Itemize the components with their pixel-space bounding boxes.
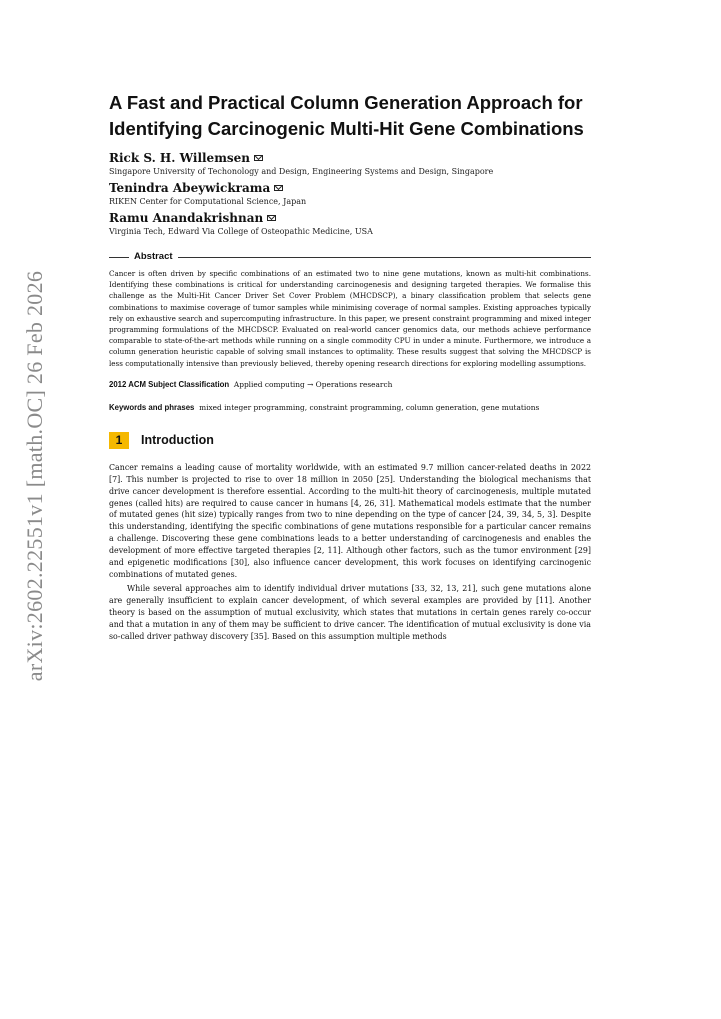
author-name-text: Ramu Anandakrishnan	[109, 211, 264, 225]
keywords-value: mixed integer programming, constraint programming, column generation, gene mutations	[199, 403, 540, 413]
author-affiliation: Virginia Tech, Edward Via College of Osteopathic Medicine, USA	[109, 227, 373, 236]
paper-title: A Fast and Practical Column Generation Approach for Identifying Carcinogenic Multi-Hit Gene Combinations	[109, 92, 584, 139]
author-block	[109, 151, 591, 177]
author-affiliation: Singapore University of Techonology and Design, Engineering Systems and Design, Singapore	[109, 167, 494, 176]
paper-page	[109, 90, 591, 642]
author-name	[109, 181, 591, 196]
keywords	[109, 402, 591, 414]
acm-classification-value: Applied computing → Operations research	[233, 379, 393, 389]
abstract-rule-right	[178, 257, 591, 258]
author-name-text: Tenindra Abeywickrama	[109, 181, 271, 195]
abstract-header	[109, 251, 591, 263]
abstract-text: Cancer is often driven by specific combinations of an estimated two to nine gene mutations, known as multi-hit combinations. Identifying these combinations is critical for understanding carcinogenesis and designing targeted therapies. We formalise this challenge as the Multi-Hit Cancer Driver Set Cover Problem (MHCDSCP), a binary classification problem that selects gene combinations to maximise coverage of tumor samples while minimising coverage of normal samples. Existing approaches typically rely on exhaustive search and supercomputing infrastructure. In this paper, we present constraint programming and mixed integer programming formulations of the MHCDSCP. Evaluated on real-world cancer genomics data, our methods achieve performance comparable to state-of-the-art methods while running on a single commodity CPU in under a minute. Furthermore, we introduce a column generation heuristic capable of solving small instances to optimality. These results suggest that solving the MHCDSCP is less computationally intensive than previously believed, thereby opening research directions for exploring modelling assumptions.	[109, 269, 591, 368]
abstract-label: Abstract	[134, 251, 173, 262]
arxiv-identifier	[20, 270, 50, 682]
author-name	[109, 151, 591, 166]
author-affiliation: RIKEN Center for Computational Science, Japan	[109, 197, 307, 206]
acm-classification-label: 2012 ACM Subject Classification	[109, 379, 230, 389]
email-icon[interactable]	[267, 215, 276, 221]
author-name-text: Rick S. H. Willemsen	[109, 151, 251, 165]
body-paragraph: While several approaches aim to identify individual driver mutations [33, 32, 13, 21], such gene mutations alone are generally insufficient to explain cancer development, of which several examples are provided by [11]. Another theory is based on the assumption of mutual exclusivity, which states that mutations in certain genes rarely co-occur and that a mutation in any of them may be sufficient to drive cancer. The identification of mutual exclusivity is done via so-called driver pathway discovery [35]. Based on this assumption multiple methods	[109, 583, 591, 641]
author-block	[109, 211, 591, 237]
acm-classification	[109, 379, 591, 391]
arxiv-identifier-text: arXiv:2602.22551v1 [math.OC] 26 Feb 2026	[22, 270, 47, 682]
author-name	[109, 211, 591, 226]
section-heading	[109, 432, 591, 449]
email-icon[interactable]	[254, 155, 263, 161]
email-icon[interactable]	[274, 185, 283, 191]
author-block	[109, 181, 591, 207]
body-paragraph: Cancer remains a leading cause of mortality worldwide, with an estimated 9.7 million cancer-related deaths in 2022 [7]. This number is projected to rise to over 18 million in 2050 [25]. Understanding the biological mechanisms that drive cancer development is therefore essential. According to the multi-hit theory of carcinogenesis, multiple mutated genes (called hits) are required to cause cancer in humans [4, 26, 31]. Mathematical models estimate that the number of mutated genes (hit size) typically ranges from two to nine depending on the type of cancer [24, 39, 34, 5, 3]. Despite this understanding, identifying the specific combinations of gene mutations responsible for a particular cancer remains a challenge. Discovering these gene combinations leads to a better understanding of carcinogenesis and enables the development of more effective targeted therapies [2, 11]. Although other factors, such as the tumor environment [29] and epigenetic modifications [30], also influence cancer development, this work focuses on identifying carcinogenic combinations of mutated genes.	[109, 462, 591, 579]
keywords-label: Keywords and phrases	[109, 403, 195, 413]
section-number-badge: 1	[109, 432, 129, 449]
section-title: Introduction	[141, 433, 214, 448]
abstract-rule-left	[109, 257, 129, 258]
